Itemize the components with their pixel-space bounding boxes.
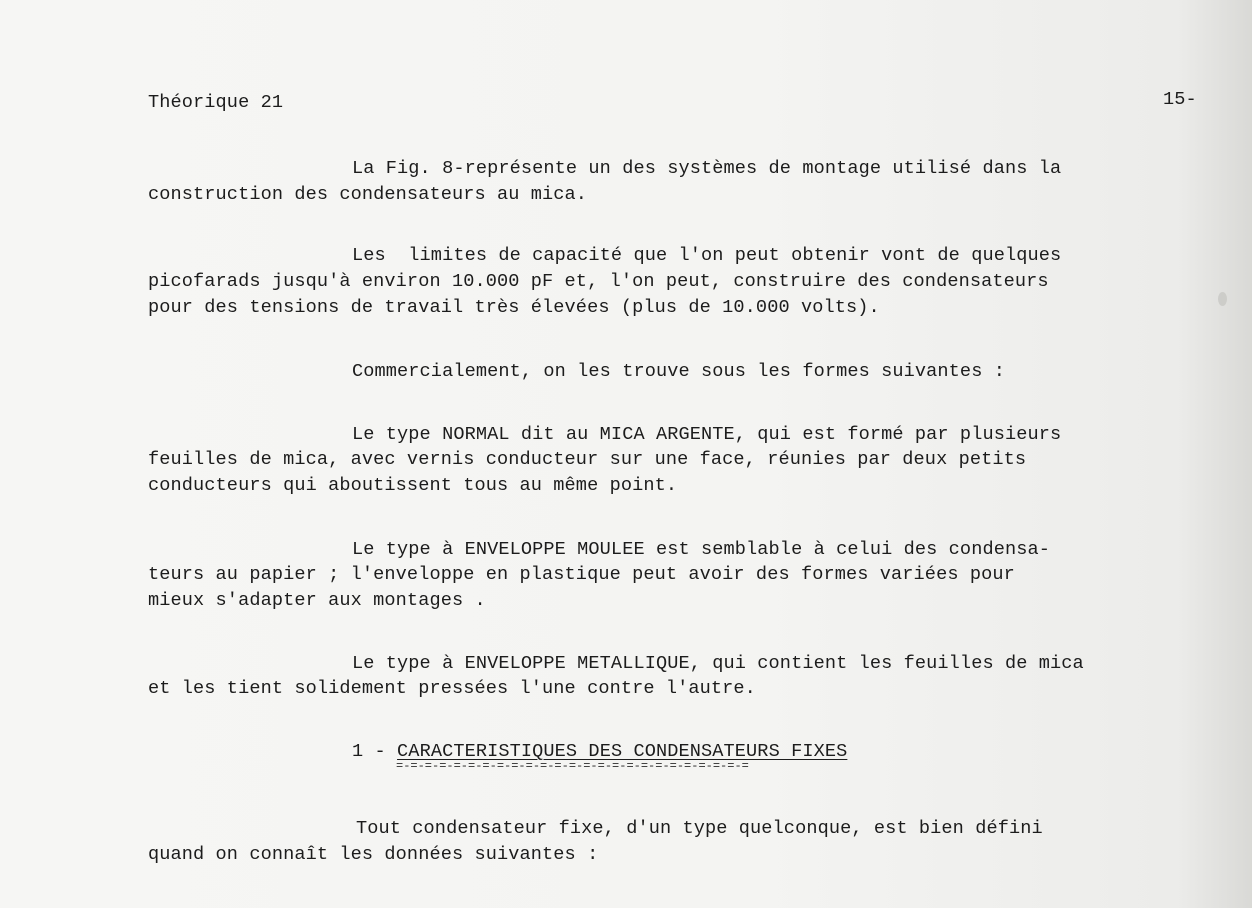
paragraph-4-line-3: conducteurs qui aboutissent tous au même point. (148, 475, 678, 496)
section-number: 1 - (352, 741, 398, 762)
paragraph-2-line-3: pour des tensions de travail très élevées (plus de 10.000 volts). (148, 297, 880, 318)
paragraph-2-line-1: Les limites de capacité que l'on peut obtenir vont de quelques (352, 245, 1062, 266)
paragraph-6-line-1: Le type à ENVELOPPE METALLIQUE, qui contient les feuilles de mica (352, 653, 1084, 674)
paragraph-2-line-2: picofarads jusqu'à environ 10.000 pF et, l'on peut, construire des condensateurs (148, 271, 1049, 292)
paragraph-3-line-1: Commercialement, on les trouve sous les formes suivantes : (352, 361, 1005, 382)
paragraph-1-line-1: La Fig. 8-représente un des systèmes de montage utilisé dans la (352, 158, 1062, 179)
section-title-double-underline: =-=-=-=-=-=-=-=-=-=-=-=-=-=-=-=-=-=-=-=-=-=-=-=-= (396, 759, 749, 773)
paragraph-4-line-1: Le type NORMAL dit au MICA ARGENTE, qui est formé par plusieurs (352, 424, 1062, 445)
paragraph-1-line-2: construction des condensateurs au mica. (148, 184, 588, 205)
closing-line-1: Tout condensateur fixe, d'un type quelconque, est bien défini (356, 818, 1043, 839)
header-page-number: 15- (1163, 89, 1197, 110)
section-title: CARACTERISTIQUES DES CONDENSATEURS FIXES (397, 741, 848, 762)
header-left: Théorique 21 (148, 92, 284, 113)
paragraph-4-line-2: feuilles de mica, avec vernis conducteur sur une face, réunies par deux petits (148, 449, 1027, 470)
paragraph-5-line-3: mieux s'adapter aux montages . (148, 590, 486, 611)
scan-smudge (1218, 292, 1227, 306)
paragraph-5-line-1: Le type à ENVELOPPE MOULEE est semblable à celui des condensa- (352, 539, 1050, 560)
paragraph-6-line-2: et les tient solidement pressées l'une contre l'autre. (148, 678, 756, 699)
closing-line-2: quand on connaît les données suivantes : (148, 844, 599, 865)
paragraph-5-line-2: teurs au papier ; l'enveloppe en plastique peut avoir des formes variées pour (148, 564, 1015, 585)
